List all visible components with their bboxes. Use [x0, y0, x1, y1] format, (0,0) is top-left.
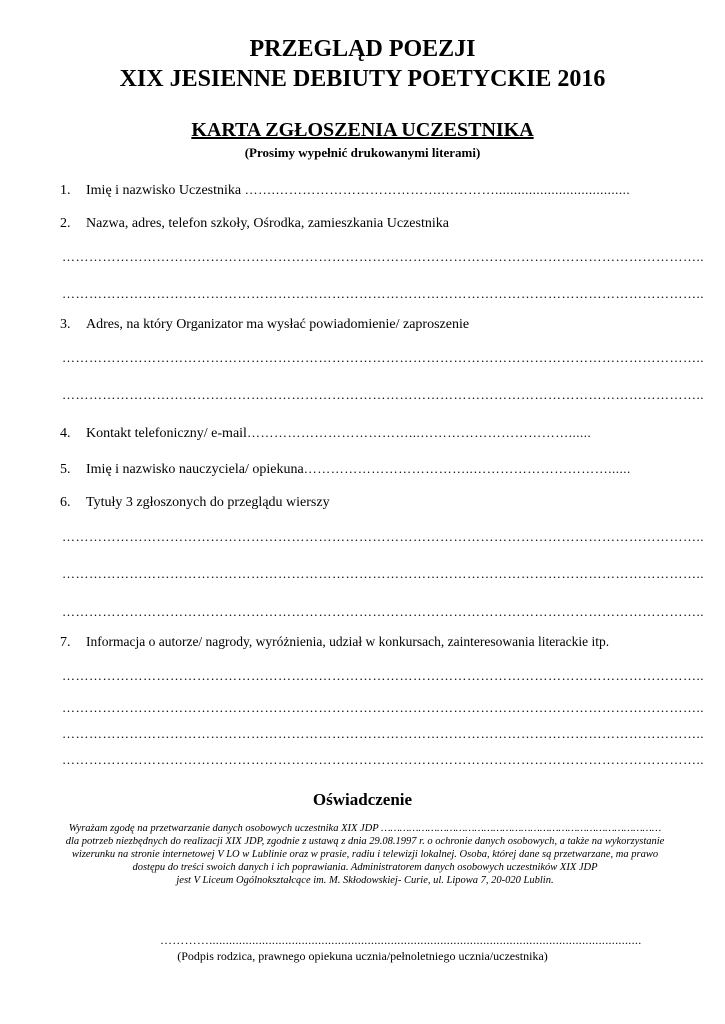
statement-line-2: dla potrzeb niezbędnych do realizacji XIX JDP, zgodnie z ustawą z dnia 29.08.1997 r. o ochronie danych osobowych, a także na wykorzystanie — [65, 836, 665, 847]
signature-line[interactable]: …………................................................................................................................................... — [160, 933, 642, 947]
item-7-number: 7. — [60, 635, 71, 650]
item-3-number: 3. — [60, 317, 71, 332]
item-7-fill-line-2[interactable]: …………………………………………………………………………………………………………………………….. — [62, 700, 704, 715]
item-1-row — [60, 182, 630, 199]
item-5-row — [60, 461, 631, 478]
item-6-label: Tytuły 3 zgłoszonych do przeglądu wierszy — [86, 495, 330, 510]
item-4-label: Kontakt telefoniczny/ e-mail — [86, 426, 247, 441]
item-2-fill-line-1[interactable]: …………………………………………………………………………………………………………………………….. — [62, 249, 704, 264]
item-2-number: 2. — [60, 216, 71, 231]
item-6-row — [60, 495, 330, 511]
item-7-row — [60, 634, 609, 651]
item-7-fill-line-1[interactable]: …………………………………………………………………………………………………………………………….. — [62, 668, 704, 683]
item-5-label: Imię i nazwisko nauczyciela/ opiekuna — [86, 462, 304, 477]
statement-line-3: wizerunku na stronie internetowej V LO w Lublinie oraz w prasie, radiu i telewizji lokalnej. Osoba, której dane są przetwarzane, ma prawo — [71, 849, 659, 860]
statement-line-4: dostępu do treści swoich danych i ich poprawiania. Administratorem danych osobowych uczestników XIX JDP — [132, 862, 598, 873]
item-7-label: Informacja o autorze/ nagrody, wyróżnienia, udział w konkursach, zainteresowania literackie itp. — [86, 634, 610, 649]
signature-caption: (Podpis rodzica, prawnego opiekuna ucznia/pełnoletniego ucznia/uczestnika) — [177, 949, 548, 963]
statement-line-1: Wyrażam zgodę na przetwarzanie danych osobowych uczestnika XIX JDP ……………………………………………………………………………… — [68, 823, 662, 834]
item-4-row — [60, 425, 591, 442]
item-7-fill-line-3[interactable]: …………………………………………………………………………………………………………………………….. — [62, 726, 704, 741]
item-4-number: 4. — [60, 426, 71, 441]
item-1-number: 1. — [60, 183, 71, 198]
item-6-fill-line-3[interactable]: …………………………………………………………………………………………………………………………….. — [62, 604, 704, 619]
item-3-label: Adres, na który Organizator ma wysłać powiadomienie/ zaproszenie — [86, 317, 470, 332]
item-5-number: 5. — [60, 462, 71, 477]
item-1-label: Imię i nazwisko Uczestnika — [86, 183, 242, 198]
item-5-fill-line[interactable]: ………………………………..…………………………...... — [303, 461, 631, 476]
item-3-fill-line-1[interactable]: …………………………………………………………………………………………………………………………….. — [62, 350, 704, 365]
item-2-row — [60, 216, 449, 232]
item-6-number: 6. — [60, 495, 71, 510]
item-3-row — [60, 317, 469, 333]
item-6-fill-line-1[interactable]: …………………………………………………………………………………………………………………………….. — [62, 529, 704, 544]
item-1-fill-line[interactable]: …….……………………………….………….................................... — [244, 182, 631, 197]
statement-line-5: jest V Liceum Ogólnokształcące im. M. Skłodowskiej- Curie, ul. Lipowa 7, 20-020 Lublin. — [176, 875, 554, 886]
item-7-fill-line-4[interactable]: …………………………………………………………………………………………………………………………….. — [62, 752, 704, 767]
statement-heading: Oświadczenie — [312, 790, 413, 809]
form-title: KARTA ZGŁOSZENIA UCZESTNIKA — [191, 119, 534, 141]
item-6-fill-line-2[interactable]: …………………………………………………………………………………………………………………………….. — [62, 566, 704, 581]
item-3-fill-line-2[interactable]: …………………………………………………………………………………………………………………………….. — [62, 387, 704, 402]
page-title-line-2: XIX JESIENNE DEBIUTY POETYCKIE 2016 — [119, 66, 606, 92]
item-2-fill-line-2[interactable]: …………………………………………………………………………………………………………………………….. — [62, 286, 704, 301]
form-note: (Prosimy wypełnić drukowanymi literami) — [244, 145, 481, 160]
statement-text — [50, 822, 680, 887]
item-2-label: Nazwa, adres, telefon szkoły, Ośrodka, zamieszkania Uczestnika — [86, 216, 449, 231]
item-4-fill-line[interactable]: ………………………………...……………………………...... — [246, 425, 592, 440]
page-title-line-1: PRZEGLĄD POEZJI — [249, 36, 476, 62]
